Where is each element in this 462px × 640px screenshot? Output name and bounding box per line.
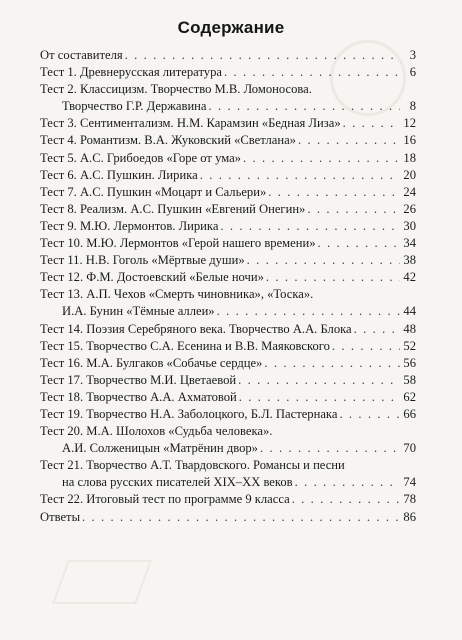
dot-leader <box>354 321 400 338</box>
toc-entry[interactable] <box>40 406 416 423</box>
toc-entry-continuation[interactable] <box>40 474 416 491</box>
toc-entry[interactable] <box>40 235 416 252</box>
toc-entry[interactable] <box>40 269 416 286</box>
toc-entry[interactable] <box>40 115 416 132</box>
toc-entry[interactable] <box>40 457 416 474</box>
toc-entry-label: Тест 15. Творчество С.А. Есенина и В.В. Маяковского <box>40 338 330 353</box>
toc-entry-label: Тест 5. А.С. Грибоедов «Горе от ума» <box>40 150 241 165</box>
toc-entry-label: Тест 4. Романтизм. В.А. Жуковский «Светлана» <box>40 133 296 148</box>
toc-page-number: 78 <box>403 492 416 507</box>
dot-leader <box>298 132 400 149</box>
toc-page-number: 58 <box>403 372 416 387</box>
toc-entry[interactable] <box>40 389 416 406</box>
toc-page-number: 86 <box>403 509 416 524</box>
toc-entry-label: Тест 19. Творчество Н.А. Заболоцкого, Б.Л. Пастернака <box>40 406 338 421</box>
toc-page-number: 8 <box>409 99 416 114</box>
toc-entry[interactable] <box>40 286 416 303</box>
toc-page-number: 66 <box>403 406 416 421</box>
toc-entry[interactable] <box>40 252 416 269</box>
toc-entry-label: Тест 3. Сентиментализм. Н.М. Карамзин «Бедная Лиза» <box>40 116 341 131</box>
dot-leader <box>292 491 400 508</box>
dot-leader <box>125 47 400 64</box>
dot-leader <box>339 406 400 423</box>
toc-entry-label: Тест 9. М.Ю. Лермонтов. Лирика <box>40 218 219 233</box>
toc-entry[interactable] <box>40 132 416 149</box>
dot-leader <box>200 167 400 184</box>
toc-page-number: 26 <box>403 201 416 216</box>
dot-leader <box>318 235 401 252</box>
toc-page-number: 38 <box>403 253 416 268</box>
toc-page-number: 3 <box>409 48 416 62</box>
toc-entry-label: на слова русских писателей XIX–XX веков <box>62 475 293 490</box>
toc-entry[interactable] <box>40 150 416 167</box>
toc-page-number: 62 <box>403 389 416 404</box>
dot-leader <box>82 509 400 526</box>
toc-page-number: 52 <box>403 338 416 353</box>
toc-page-number: 30 <box>403 218 416 233</box>
toc-page-number: 44 <box>403 304 416 319</box>
toc-entry[interactable] <box>40 338 416 355</box>
toc-entry-label: Тест 13. А.П. Чехов «Смерть чиновника», «Тоска». <box>40 287 314 302</box>
toc-entry-label: Тест 21. Творчество А.Т. Твардовского. Романсы и песни <box>40 458 345 473</box>
dot-leader <box>260 440 400 457</box>
toc-entry[interactable] <box>40 47 416 64</box>
toc-page-number: 56 <box>403 355 416 370</box>
toc-entry-label: Тест 2. Классицизм. Творчество М.В. Ломоносова. <box>40 82 312 97</box>
dot-leader <box>209 98 400 115</box>
toc-entry-label: Тест 7. А.С. Пушкин «Моцарт и Сальери» <box>40 184 267 199</box>
toc-entry[interactable] <box>40 509 416 526</box>
bleed-through-block <box>52 560 152 604</box>
toc-entry-label: Тест 11. Н.В. Гоголь «Мёртвые души» <box>40 253 245 268</box>
toc-page-number: 16 <box>403 133 416 148</box>
dot-leader <box>307 201 400 218</box>
dot-leader <box>224 64 400 81</box>
dot-leader <box>264 355 400 372</box>
toc-entry-label: Тест 22. Итоговый тест по программе 9 класса <box>40 492 290 507</box>
toc-entry[interactable] <box>40 184 416 201</box>
dot-leader <box>238 372 400 389</box>
toc-entry-continuation[interactable] <box>40 303 416 320</box>
toc-entry[interactable] <box>40 167 416 184</box>
dot-leader <box>239 389 400 406</box>
toc-page-number: 34 <box>403 236 416 251</box>
toc-entry[interactable] <box>40 355 416 372</box>
toc-entry-label: Тест 8. Реализм. А.С. Пушкин «Евгений Онегин» <box>40 201 306 216</box>
toc-entry[interactable] <box>40 372 416 389</box>
toc-entry-label: Творчество Г.Р. Державина <box>62 99 207 114</box>
dot-leader <box>243 150 400 167</box>
table-of-contents <box>40 47 416 526</box>
toc-entry-label: Тест 20. М.А. Шолохов «Судьба человека». <box>40 424 273 439</box>
toc-page-number: 74 <box>403 475 416 490</box>
toc-page-number: 18 <box>403 150 416 165</box>
toc-page-number: 70 <box>403 441 416 456</box>
dot-leader <box>247 252 400 269</box>
toc-entry[interactable] <box>40 423 416 440</box>
dot-leader <box>343 115 400 132</box>
toc-page-number: 48 <box>403 321 416 336</box>
toc-entry[interactable] <box>40 64 416 81</box>
toc-entry[interactable] <box>40 218 416 235</box>
toc-page-number: 6 <box>409 65 416 80</box>
toc-entry-label: Тест 12. Ф.М. Достоевский «Белые ночи» <box>40 270 264 285</box>
toc-entry-label: А.И. Солженицын «Матрёнин двор» <box>62 441 258 456</box>
toc-entry-continuation[interactable] <box>40 440 416 457</box>
dot-leader <box>266 269 400 286</box>
dot-leader <box>332 338 400 355</box>
toc-entry-label: Ответы <box>40 509 81 524</box>
toc-entry-label: Тест 17. Творчество М.И. Цветаевой <box>40 372 237 387</box>
toc-entry-label: Тест 14. Поэзия Серебряного века. Творчество А.А. Блока <box>40 321 352 336</box>
toc-entry-label: От составителя <box>40 48 123 62</box>
dot-leader <box>220 218 400 235</box>
toc-entry[interactable] <box>40 321 416 338</box>
toc-entry-continuation[interactable] <box>40 98 416 115</box>
toc-entry-label: Тест 6. А.С. Пушкин. Лирика <box>40 167 198 182</box>
toc-page-number: 12 <box>403 116 416 131</box>
toc-entry-label: Тест 1. Древнерусская литература <box>40 65 222 80</box>
page-title: Содержание <box>177 18 285 37</box>
dot-leader <box>295 474 400 491</box>
toc-entry[interactable] <box>40 81 416 98</box>
toc-entry[interactable] <box>40 491 416 508</box>
toc-page-number: 24 <box>403 184 416 199</box>
toc-entry-label: И.А. Бунин «Тёмные аллеи» <box>62 304 215 319</box>
toc-entry-label: Тест 18. Творчество А.А. Ахматовой <box>40 389 237 404</box>
dot-leader <box>268 184 400 201</box>
toc-page-number: 20 <box>403 167 416 182</box>
dot-leader <box>217 303 400 320</box>
toc-entry[interactable] <box>40 201 416 218</box>
toc-entry-label: Тест 16. М.А. Булгаков «Собачье сердце» <box>40 355 263 370</box>
toc-entry-label: Тест 10. М.Ю. Лермонтов «Герой нашего времени» <box>40 236 316 251</box>
toc-page-number: 42 <box>403 270 416 285</box>
